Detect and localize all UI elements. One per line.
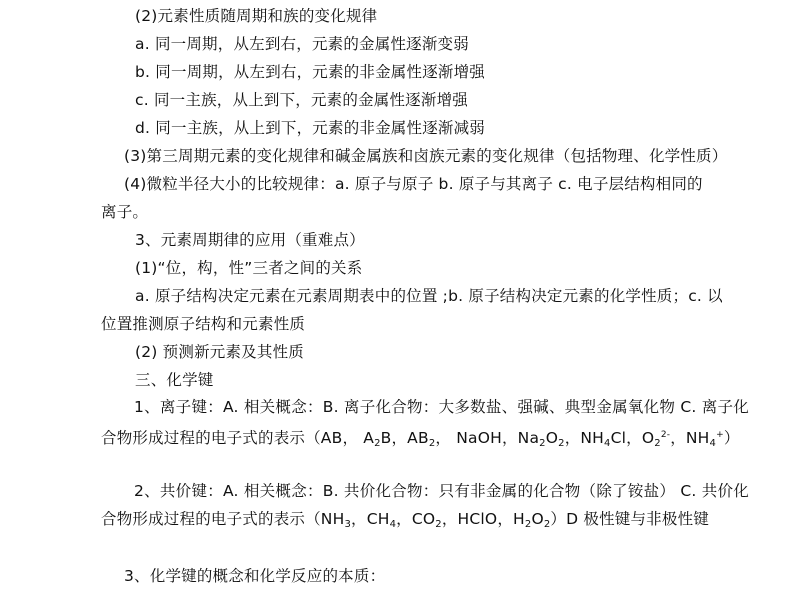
subscript: 2	[524, 518, 532, 530]
text-line: (2) 预测新元素及其性质	[135, 343, 304, 361]
text-line: (3)第三周期元素的变化规律和碱金属族和卤族元素的变化规律（包括物理、化学性质）	[124, 147, 728, 165]
section-heading: 3、化学键的概念和化学反应的本质：	[124, 567, 386, 585]
section-heading: 3、元素周期律的应用（重难点）	[135, 231, 365, 249]
text-run: 2、共价键：A. 相关概念：B. 共价化合物：只有非金属的化合物（除了铵盐） C. 共价化合物形成过程的电子式的表示（NH	[101, 482, 749, 528]
text-run: ， NaOH，Na	[435, 428, 540, 447]
text-run: O	[531, 509, 544, 528]
subscript: 2	[654, 437, 661, 449]
subscript: 2	[539, 437, 546, 449]
text-run: ，CH	[351, 509, 390, 528]
subscript: 4	[389, 518, 397, 530]
text-line: (4)微粒半径大小的比较规律：a. 原子与原子 b. 原子与其离子 c. 电子层结构相同的	[124, 175, 703, 193]
section-heading: 三、化学键	[135, 371, 214, 389]
text-line: c. 同一主族，从上到下，元素的金属性逐渐增强	[135, 91, 468, 109]
text-run: ，CO	[396, 509, 436, 528]
text-run: ，NH	[564, 428, 605, 447]
text-run: O	[545, 428, 559, 447]
text-run: Cl，O	[610, 428, 655, 447]
subscript: 4	[604, 437, 611, 449]
text-line: b. 同一周期，从左到右，元素的非金属性逐渐增强	[135, 63, 485, 81]
text-run: B，AB	[380, 428, 429, 447]
subscript: 2	[374, 437, 381, 449]
superscript: +	[716, 429, 724, 440]
text-line: 离子。	[101, 203, 149, 221]
covalent-bond-paragraph	[101, 478, 749, 538]
superscript: 2-	[660, 429, 671, 440]
ionic-bond-paragraph	[101, 394, 749, 457]
subscript: 2	[558, 437, 565, 449]
text-run: ，HClO，H	[441, 509, 525, 528]
text-line: d. 同一主族，从上到下，元素的非金属性逐渐减弱	[135, 119, 485, 137]
subscript: 2	[428, 437, 436, 449]
text-run: ，NH	[670, 428, 710, 447]
text-line: (1)“位，构，性”三者之间的关系	[135, 259, 363, 277]
text-run: 1、离子键：A. 相关概念：B. 离子化合物：大多数盐、强碱、典型金属氧化物 C. 离子化合物形成过程的电子式的表示（AB， A	[101, 398, 749, 447]
text-line: 位置推测原子结构和元素性质	[101, 315, 306, 333]
subscript: 2	[543, 518, 551, 530]
text-line: (2)元素性质随周期和族的变化规律	[135, 7, 378, 25]
subscript: 3	[344, 518, 352, 530]
text-line: a. 原子结构决定元素在元素周期表中的位置 ;b. 原子结构决定元素的化学性质；c. 以	[135, 287, 723, 305]
text-run: ）	[723, 428, 740, 447]
subscript: 2	[435, 518, 442, 530]
text-line: a. 同一周期，从左到右，元素的金属性逐渐变弱	[135, 35, 469, 53]
text-run: ）D 极性键与非极性键	[550, 509, 709, 528]
subscript: 4	[709, 437, 717, 449]
